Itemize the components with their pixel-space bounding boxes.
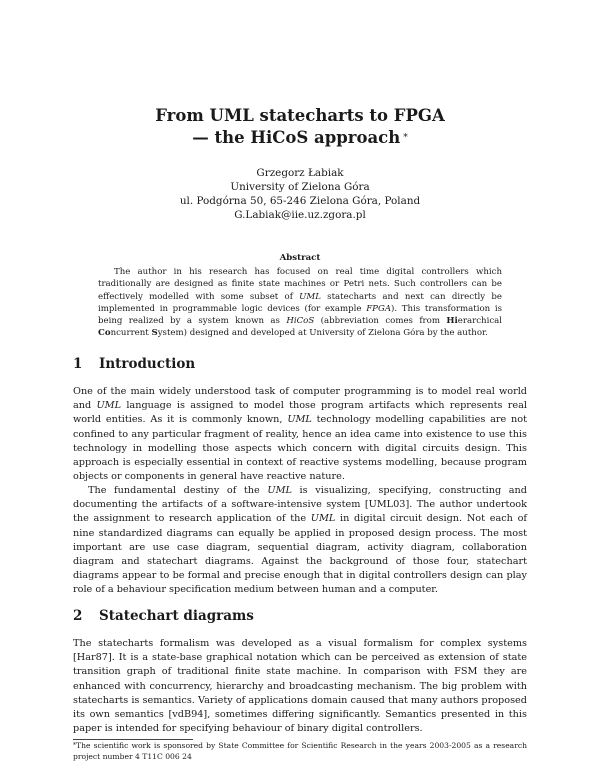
section-1-title: Introduction bbox=[99, 356, 196, 372]
author-email: G.Labiak@iie.uz.zgora.pl bbox=[234, 209, 366, 221]
section-1-paragraph-2: The fundamental destiny of the UML is visualizing, specifying, constructing and documenting the artifacts of a software-intensive system [UML03]. The author undertook the assignment to research application of the UML in digital circuit design. Not each of nine standardized diagrams can equally be applied in proposed design process. The most important are use case diagram, sequential diagram, activity diagram, collaboration diagram and statechart diagrams. Against the background of those four, statechart diagrams appear to be formal and precise enough that in digital controllers design can play role of a behaviour specification medium between human and a computer. bbox=[73, 485, 527, 596]
abstract-paragraph: The author in his research has focused on real time digital controllers which traditionally are designed as finite state machines or Petri nets. Such controllers can be effectively modelled with some subset of UML statecharts and next can directly be implemented in programmable logic devices (for example FPGA). This transformation is being realized by a system known as HiCoS (abbreviation comes from Hierarchical Concurrent System) designed and developed at University of Zielona Góra by the author. bbox=[98, 267, 503, 339]
section-2-title: Statechart diagrams bbox=[99, 608, 254, 624]
footnote-text: The scientific work is sponsored by State Committee for Scientific Research in the years 2003-2005 as a research project number 4 T11C 006 24 bbox=[73, 741, 527, 761]
section-2-paragraph-1: The statecharts formalism was developed as a visual formalism for complex systems [Har87]. It is a state-base graphical notation which can be perceived as extension of state transition graph of traditional finite state machine. In comparison with FSM they are enhanced with concurrency, hierarchy and broadcasting mechanism. The big problem with statecharts is semantics. Variety of applications domain caused that many authors proposed its own semantics [vdB94], sometimes differing significantly. Semantics presented in this paper is intended for specifying behaviour of binary digital controllers. bbox=[73, 638, 527, 735]
footnote-mark: * bbox=[73, 742, 76, 749]
paper-title bbox=[0, 106, 600, 126]
section-1-number: 1 bbox=[73, 356, 83, 372]
section-2-number: 2 bbox=[73, 608, 83, 624]
title-line-1: From UML statecharts to FPGA bbox=[155, 106, 445, 125]
author-affiliation: University of Zielona Góra bbox=[230, 181, 370, 193]
author-name: Grzegorz Łabiak bbox=[256, 167, 344, 179]
section-1-paragraph-1: One of the main widely understood task of computer programming is to model real world and UML language is assigned to model those program artifacts which represents real world entities. As it is commonly known, UML technology modelling capabilities are not confined to any particular fragment of reality, hence an idea came into existence to use this technology in modelling those aspects which concern with digital circuits design. This approach is especially essential in context of reactive systems modelling, because program objects or components in general have reactive nature. bbox=[73, 386, 528, 483]
abstract-heading: Abstract bbox=[279, 253, 321, 263]
title-line-2: — the HiCoS approach bbox=[192, 128, 401, 147]
footnote bbox=[73, 741, 527, 762]
paper-title-line-2-wrap bbox=[0, 128, 600, 148]
author-address: ul. Podgórna 50, 65-246 Zielona Góra, Poland bbox=[179, 195, 421, 207]
title-footnote-mark: * bbox=[403, 133, 408, 143]
section-2-heading bbox=[73, 608, 254, 624]
section-1-heading bbox=[73, 356, 195, 372]
footnote-rule bbox=[73, 739, 193, 740]
abstract-body bbox=[98, 266, 502, 340]
